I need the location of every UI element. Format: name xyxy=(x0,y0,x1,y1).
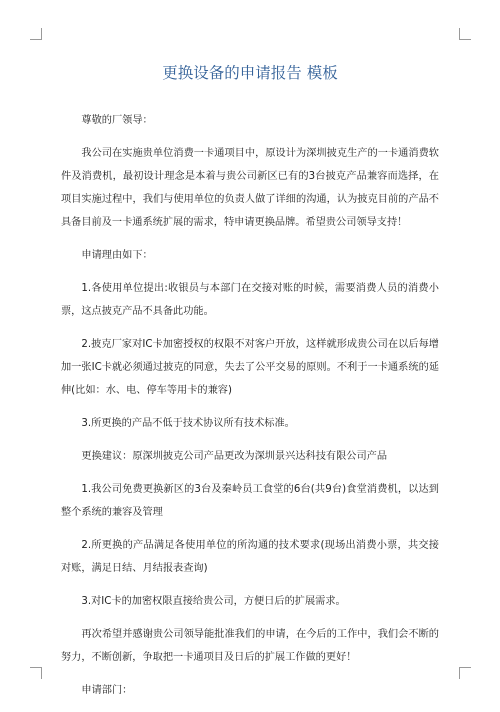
page-corner-mark-top-right xyxy=(459,28,471,40)
paragraph-suggestion-2: 2.所更换的产品满足各使用单位的所沟通的技术要求(现场出消费小票，共交接对账，满足日结、月结报表查询) xyxy=(61,540,439,574)
paragraph-reason-3: 3.所更换的产品不低于技术协议所有技术标准。 xyxy=(81,418,295,429)
paragraph-suggestion-heading: 更换建议：原深圳披克公司产品更改为深圳景兴达科技有限公司产品 xyxy=(81,451,388,462)
page-corner-mark-bottom-left xyxy=(30,667,42,679)
paragraph-reason-1: 1.各使用单位提出:收银员与本部门在交接对账的时候，需要消费人员的消费小票，这点披克产品不具备此功能。 xyxy=(61,283,439,317)
paragraph-closing: 再次希望并感谢贵公司领导能批准我们的申请，在今后的工作中，我们会不断的努力，不断创新，争取把一卡通项目及日后的扩展工作做的更好！ xyxy=(61,629,439,663)
page-corner-mark-bottom-right xyxy=(459,667,471,679)
paragraph-suggestion-3: 3.对IC卡的加密权限直接给贵公司，方便日后的扩展需求。 xyxy=(81,596,346,607)
salutation: 尊敬的厂领导： xyxy=(81,115,153,126)
document-body xyxy=(61,109,439,712)
page-corner-mark-top-left xyxy=(30,28,42,40)
paragraph-reason-2: 2.披克厂家对IC卡加密授权的权限不对客户开放，这样就形成贵公司在以后每增加一张IC卡就必须通过披克的同意，失去了公平交易的原则。不利于一卡通系统的延伸(比如：水、电、停车等用卡的兼容) xyxy=(61,339,439,396)
document-title: 更换设备的申请报告 模板 xyxy=(162,64,338,82)
paragraph-intro: 我公司在实施贵单位消费一卡通项目中，原设计为深圳披克生产的一卡通消费软件及消费机，最初设计理念是本着与贵公司新区已有的3台披克产品兼容而选择，在项目实施过程中，我们与使用单位的负责人做了详细的沟通，认为披克目前的产品不具备目前及一卡通系统扩展的需求，特申请更换品牌。希望贵公司领导支持！ xyxy=(61,148,439,228)
paragraph-applicant-department: 申请部门： xyxy=(81,685,133,696)
paragraph-reasons-heading: 申请理由如下： xyxy=(81,250,153,261)
paragraph-suggestion-1: 1.我公司免费更换新区的3台及秦岭员工食堂的6台(共9台)食堂消费机，以达到整个系统的兼容及管理 xyxy=(61,484,439,518)
